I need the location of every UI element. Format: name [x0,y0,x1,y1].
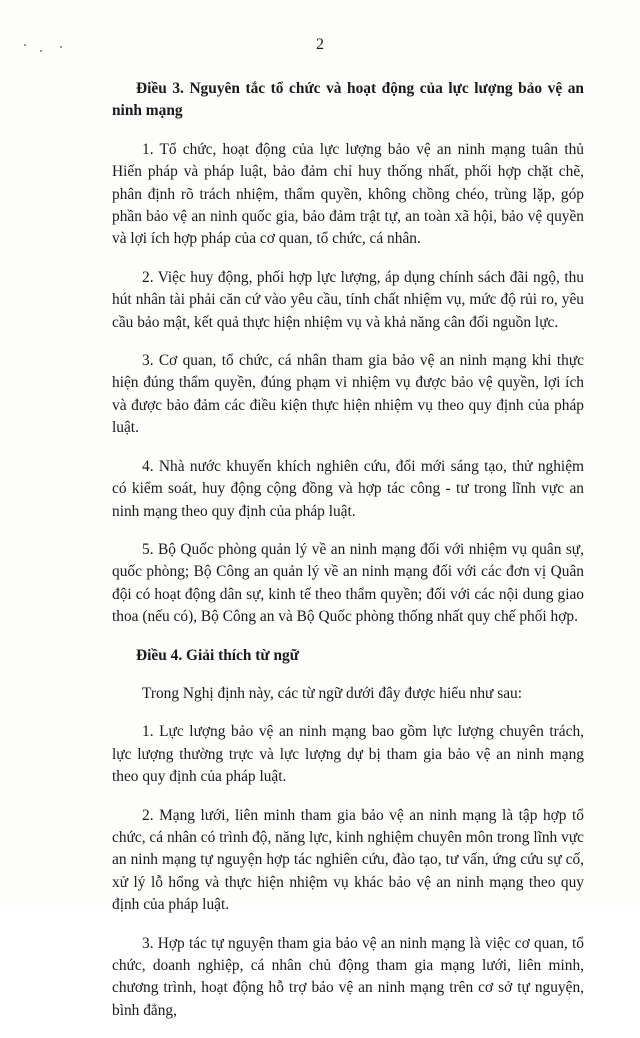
document-body [112,78,584,1038]
page-number: 2 [316,36,324,53]
article-4-intro: Trong Nghị định này, các từ ngữ dưới đây được hiểu như sau: [142,684,523,702]
article-3-clause-3: 3. Cơ quan, tổ chức, cá nhân tham gia bảo vệ an ninh mạng khi thực hiện đúng thẩm quyền, đúng phạm vi nhiệm vụ được bảo vệ quyền, lợi ích và được bảo đảm các điều kiện thực hiện nhiệm vụ theo quy định của pháp luật. [112,352,584,437]
article-4-clause-2: 2. Mạng lưới, liên minh tham gia bảo vệ an ninh mạng là tập hợp tổ chức, cá nhân có trình độ, năng lực, kinh nghiệm chuyên môn trong lĩnh vực an ninh mạng tự nguyện hợp tác nghiên cứu, đào tạo, tư vấn, ứng cứu sự cố, xử lý lỗ hổng và thực hiện nhiệm vụ khác bảo vệ an ninh mạng theo quy định của pháp luật. [112,806,584,914]
article-4-clause-1: 1. Lực lượng bảo vệ an ninh mạng bao gồm lực lượng chuyên trách, lực lượng thường trực và lực lượng dự bị tham gia bảo vệ an ninh mạng theo quy định của pháp luật. [112,723,584,786]
article-4-clause-3: 3. Hợp tác tự nguyện tham gia bảo vệ an ninh mạng là việc cơ quan, tổ chức, doanh nghiệp, cá nhân chủ động tham gia mạng lưới, liên minh, chương trình, hoạt động hỗ trợ bảo vệ an ninh mạng trên cơ sở tự nguyện, bình đẳng, [112,934,584,1019]
article-3-heading: Điều 3. Nguyên tắc tổ chức và hoạt động của lực lượng bảo vệ an ninh mạng [112,80,584,120]
article-3-clause-2: 2. Việc huy động, phối hợp lực lượng, áp dụng chính sách đãi ngộ, thu hút nhân tài phải căn cứ vào yêu cầu, tính chất nhiệm vụ, mức độ rủi ro, yêu cầu bảo mật, kết quả thực hiện nhiệm vụ và khả năng cân đối nguồn lực. [112,268,584,331]
article-4-heading: Điều 4. Giải thích từ ngữ [136,646,299,664]
article-3-clause-4: 4. Nhà nước khuyến khích nghiên cứu, đổi mới sáng tạo, thử nghiệm có kiểm soát, huy động cộng đồng và hợp tác công - tư trong lĩnh vực an ninh mạng theo quy định của pháp luật. [112,457,584,520]
article-3-clause-1: 1. Tổ chức, hoạt động của lực lượng bảo vệ an ninh mạng tuân thủ Hiến pháp và pháp luật, bảo đảm chỉ huy thống nhất, phối hợp chặt chẽ, phân định rõ trách nhiệm, thẩm quyền, không chồng chéo, trùng lặp, góp phần bảo vệ an ninh quốc gia, bảo đảm trật tự, an toàn xã hội, bảo vệ quyền và lợi ích hợp pháp của cơ quan, tổ chức, cá nhân. [112,140,584,248]
article-3-clause-5: 5. Bộ Quốc phòng quản lý về an ninh mạng đối với nhiệm vụ quân sự, quốc phòng; Bộ Công an quản lý về an ninh mạng đối với các đơn vị Quân đội có hoạt động dân sự, kinh tế theo thẩm quyền; đối với các nội dung giao thoa (nếu có), Bộ Công an và Bộ Quốc phòng thống nhất quy chế phối hợp. [112,540,584,626]
